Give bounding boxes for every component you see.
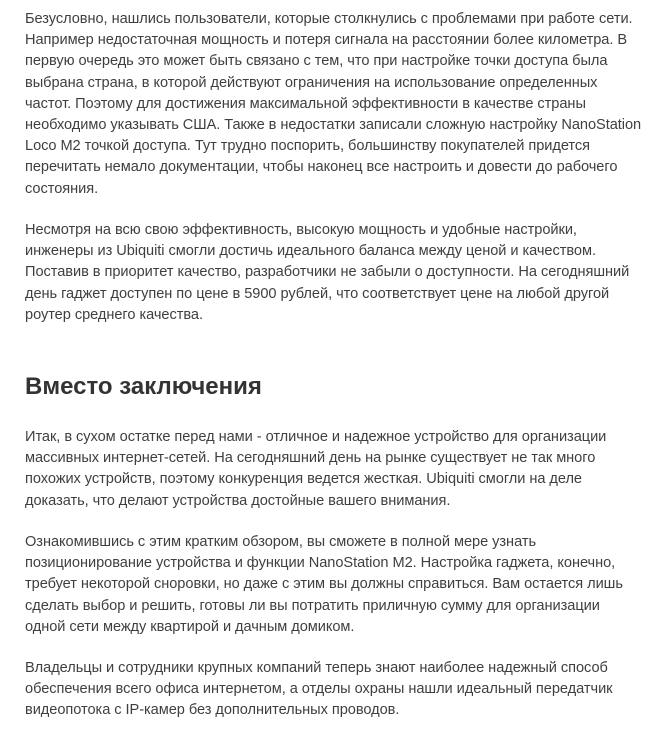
paragraph-problems: Безусловно, нашлись пользователи, которые столкнулись с проблемами при работе сети. Например недостаточная мощность и потеря сигнала на расстоянии более километра. В первую очередь это может быть связано с тем, что при настройке точки доступа была выбрана страна, в которой действуют ограничения на использование определенных частот. Поэтому для достижения максимальной эффективности в качестве страны необходимо указывать США. Также в недостатки записали сложную настройку NanoStation Loco M2 точкой доступа. Тут трудно поспорить, большинству покупателей придется перечитать немало документации, чтобы наконец все настроить и довести до рабочего состояния. [25, 11, 642, 197]
section-heading-conclusion: Вместо заключения [25, 373, 262, 400]
paragraph-overview: Ознакомившись с этим кратким обзором, вы сможете в полной мере узнать позиционирование устройства и функции NanoStation M2. Настройка гаджета, конечно, требует некоторой сноровки, но даже с этим вы должны справиться. Вам остается лишь сделать выбор и решить, готовы ли вы потратить приличную сумму для организации одной сети между квартирой и дачным домиком. [25, 534, 623, 635]
paragraph-summary: Итак, в сухом остатке перед нами - отличное и надежное устройство для организации массивных интернет-сетей. На сегодняшний день на рынке существует не так много похожих устройств, поэтому конкуренция ведется жесткая. Ubiquiti смогли на деле доказать, что делают устройства достойные вашего внимания. [25, 429, 607, 509]
paragraph-price: Несмотря на всю свою эффективность, высокую мощность и удобные настройки, инженеры из Ubiquiti смогли достичь идеального баланса между ценой и качеством. Поставив в приоритет качество, разработчики не забыли о доступности. На сегодняшний день гаджет доступен по цене в 5900 рублей, что соответствует цене на любой другой роутер среднего качества. [25, 222, 630, 323]
paragraph-audience: Владельцы и сотрудники крупных компаний теперь знают наиболее надежный способ обеспечения всего офиса интернетом, а отделы охраны нашли идеальный передатчик видеопотока с IP-камер без дополнительных проводов. [25, 660, 613, 719]
